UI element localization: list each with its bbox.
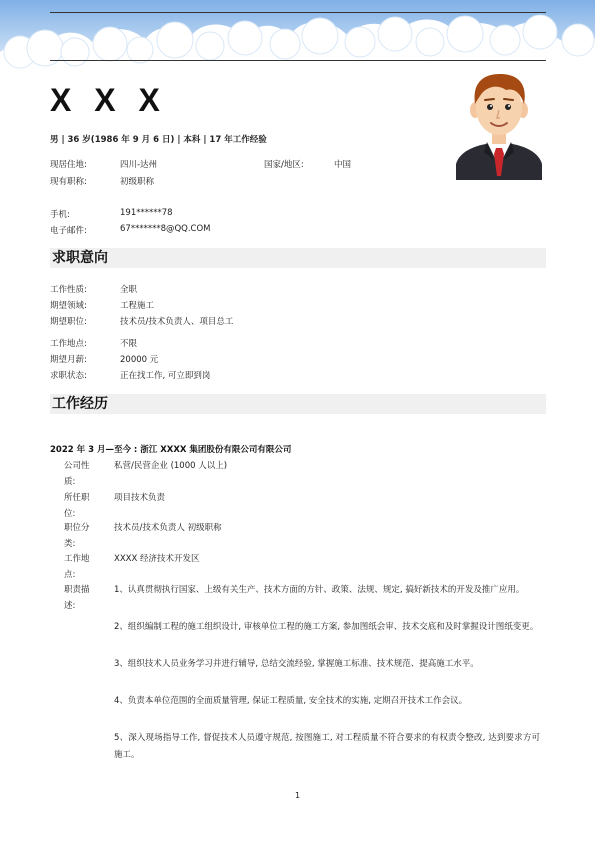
title-value: 初级职称 — [120, 177, 155, 187]
duty-item: 2、组织编制工程的施工组织设计, 审核单位工程的施工方案, 参加图纸会审、技术交底和及时掌握设计图纸变更。 — [114, 622, 539, 632]
intent-value: 20000 元 — [120, 355, 159, 365]
intent-label: 求职状态: — [50, 371, 87, 381]
intent-value: 技术员/技术负责人、项目总工 — [120, 317, 234, 327]
field-label: 所任职位: — [64, 493, 90, 519]
job-title: 2022 年 3 月—至今 : 浙江 XXXX 集团股份有限公司有限公司 — [50, 445, 292, 455]
phone-value: 191******78 — [120, 208, 173, 218]
field-value: 技术员/技术负责人 初级职称 — [114, 523, 222, 533]
field-label: 职位分类: — [64, 523, 90, 549]
duty-label: 职责描述: — [64, 585, 90, 611]
residence-label: 现居住地: — [50, 160, 87, 170]
duty-item: 3、组织技术人员业务学习并进行辅导, 总结交流经验, 掌握施工标准、技术规范、提高施工水平。 — [114, 659, 479, 669]
country-label: 国家/地区: — [264, 160, 304, 170]
experience-section-header — [50, 394, 546, 414]
header-rule — [50, 60, 546, 61]
email-label: 电子邮件: — [50, 226, 87, 236]
field-value: XXXX 经济技术开发区 — [114, 554, 200, 564]
intent-heading: 求职意向 — [52, 250, 108, 266]
intent-value: 正在找工作, 可立即到岗 — [120, 371, 211, 381]
top-rule — [50, 12, 546, 13]
avatar — [454, 68, 544, 180]
duty-item: 5、深入现场指导工作, 督促技术人员遵守规范, 按图施工, 对工程质量不符合要求的有权责令整改, 达到要求方可施工。 — [114, 733, 540, 760]
field-label: 公司性质: — [64, 461, 90, 487]
candidate-name: X X X — [50, 82, 167, 118]
field-label: 工作地点: — [64, 554, 90, 580]
intent-value: 工程施工 — [120, 301, 155, 311]
title-label: 现有职称: — [50, 177, 87, 187]
intent-value: 全职 — [120, 285, 138, 295]
intent-label: 期望月薪: — [50, 355, 87, 365]
intent-label: 期望领域: — [50, 301, 87, 311]
intent-label: 期望职位: — [50, 317, 87, 327]
field-value: 私营/民营企业 (1000 人以上) — [114, 461, 228, 471]
page-number: 1 — [294, 791, 301, 800]
residence-value: 四川-达州 — [120, 160, 158, 170]
profile-summary: 男 | 36 岁(1986 年 9 月 6 日) | 本科 | 17 年工作经验 — [50, 135, 267, 145]
intent-label: 工作地点: — [50, 339, 87, 349]
phone-label: 手机: — [50, 210, 70, 220]
intent-section-header — [50, 248, 546, 268]
experience-heading: 工作经历 — [52, 396, 108, 412]
duty-item: 4、负责本单位范围的全面质量管理, 保证工程质量, 安全技术的实施, 定期召开技术工作会议。 — [114, 696, 468, 706]
field-value: 项目技术负责 — [114, 493, 166, 503]
email-value: 67*******8@QQ.COM — [120, 224, 211, 234]
intent-value: 不限 — [120, 339, 138, 349]
intent-label: 工作性质: — [50, 285, 87, 295]
country-value: 中国 — [334, 160, 352, 170]
duty-item: 1、认真贯彻执行国家、上级有关生产、技术方面的方针、政策、法规、规定, 搞好新技术的开发及推广应用。 — [114, 585, 525, 595]
